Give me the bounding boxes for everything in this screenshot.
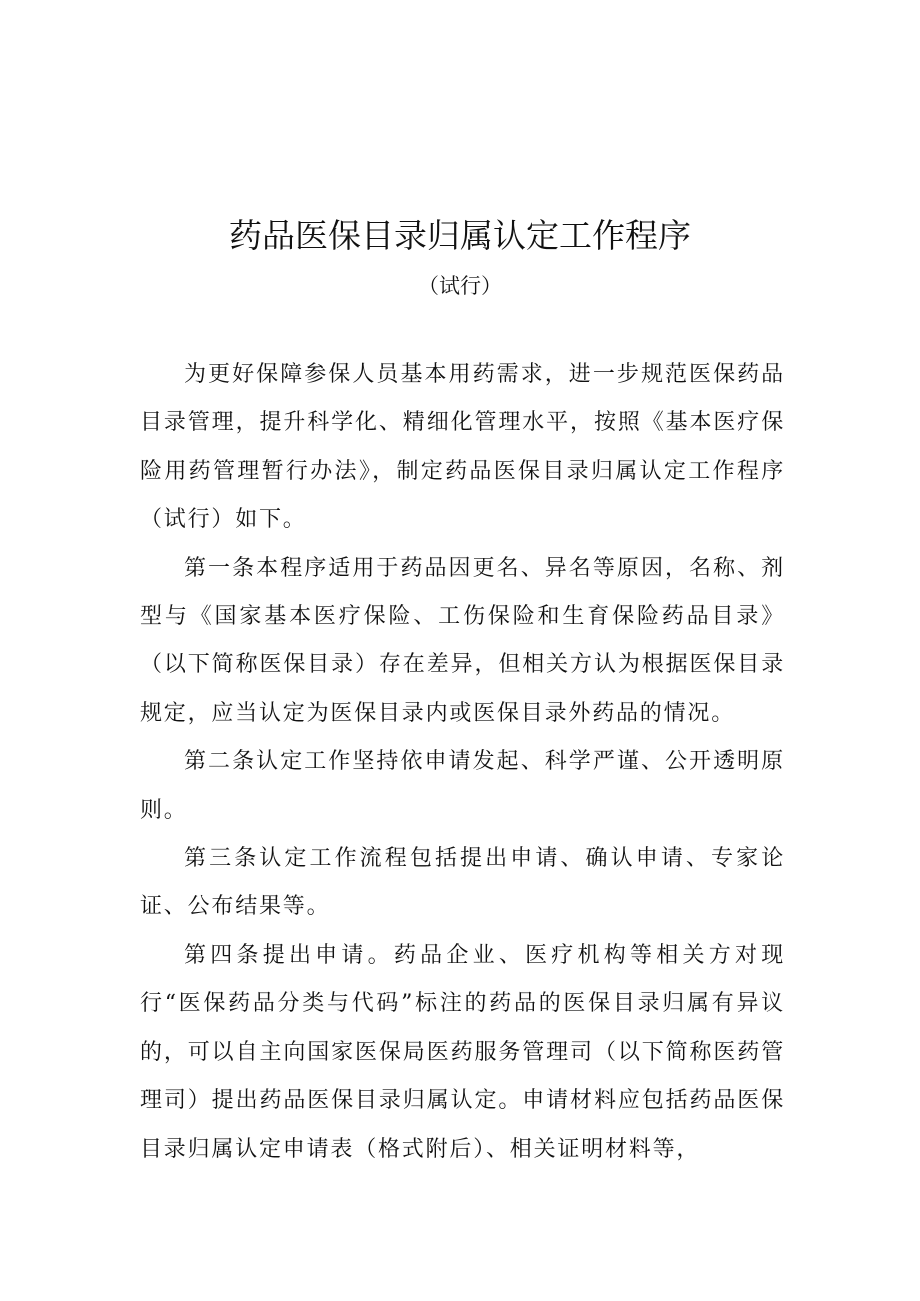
paragraph-article-4: 第四条提出申请。药品企业、医疗机构等相关方对现行“医保药品分类与代码”标注的药品的医保目录归属有异议的，可以自主向国家医保局医药服务管理司（以下简称医药管理司）提出药品医保目录归属认定。申请材料应包括药品医保目录归属认定申请表（格式附后）、相关证明材料等， xyxy=(140,942,785,1162)
document-title: 药品医保目录归属认定工作程序 xyxy=(229,216,691,255)
paragraph-intro: 为更好保障参保人员基本用药需求，进一步规范医保药品目录管理，提升科学化、精细化管理水平，按照《基本医疗保险用药管理暂行办法》，制定药品医保目录归属认定工作程序（试行）如下。 xyxy=(140,362,785,533)
paragraph-article-2: 第二条认定工作坚持依申请发起、科学严谨、公开透明原则。 xyxy=(140,749,785,823)
paragraph-article-1: 第一条本程序适用于药品因更名、异名等原因，名称、剂型与《国家基本医疗保险、工伤保险和生育保险药品目录》（以下简称医保目录）存在差异，但相关方认为根据医保目录规定，应当认定为医保目录内或医保目录外药品的情况。 xyxy=(140,555,785,726)
document-subtitle: （试行） xyxy=(418,274,502,298)
document-body xyxy=(140,351,785,1174)
paragraph-article-3: 第三条认定工作流程包括提出申请、确认申请、专家论证、公布结果等。 xyxy=(140,846,785,920)
